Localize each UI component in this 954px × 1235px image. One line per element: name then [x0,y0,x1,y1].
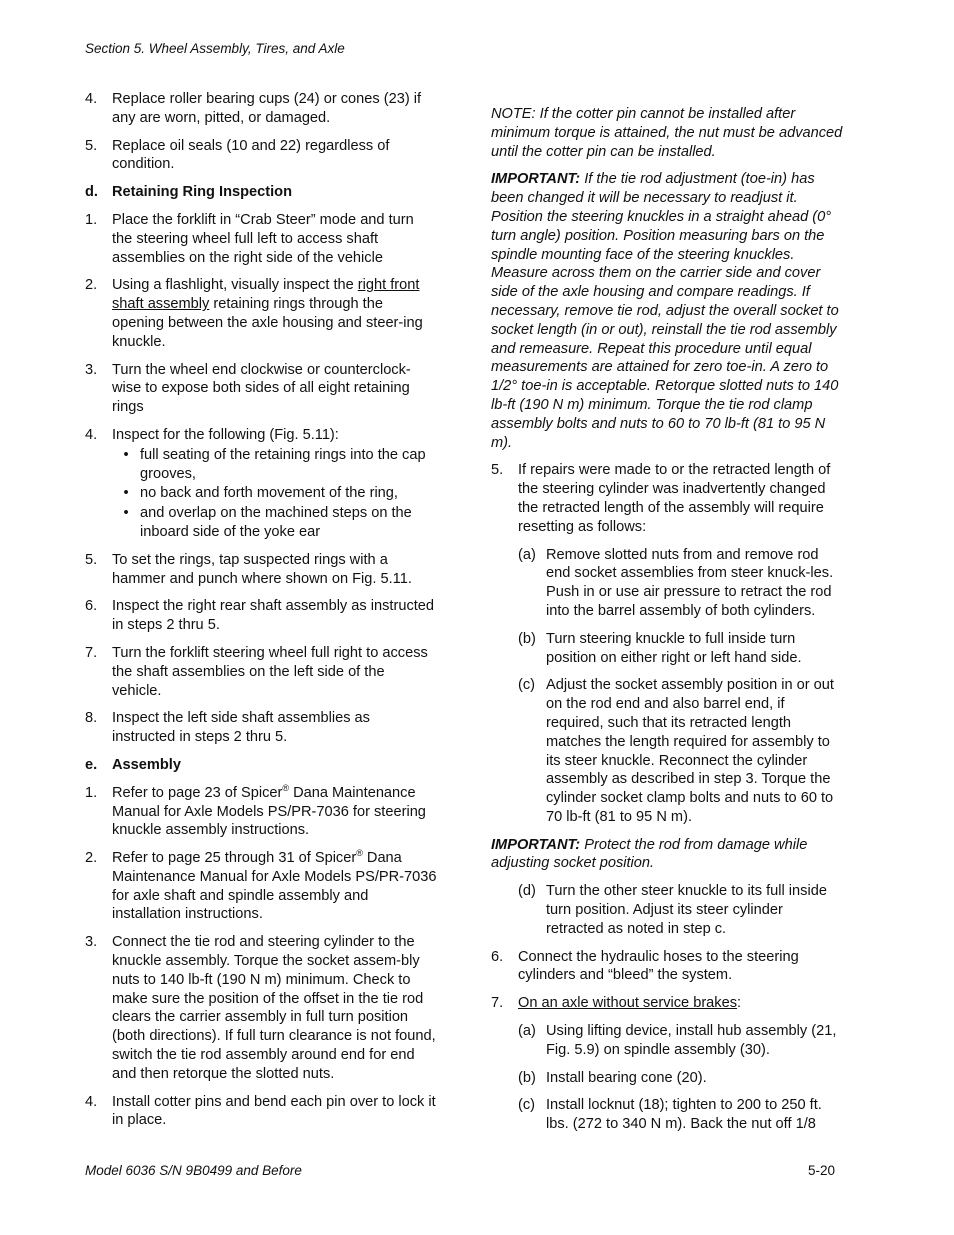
important-note: IMPORTANT: Protect the rod from damage while adjusting socket position. [491,836,808,872]
list-item: 5. Replace oil seals (10 and 22) regardless of condition. [85,137,390,173]
important-note: IMPORTANT: If the tie rod adjustment (toe-in) has been changed it will be necessary to readjust it. Position the steering knuckles in a straight ahead (0° turn angle) position. Position measuring bars on the spindle mounting face of the steering knuckles. Measure across them on the carrier side and cover side of the axle housing and compare readings. If necessary, remove tie rod, adjust the overall socket to socket length (in or out), reinstall the tie rod assembly and remeasure. Repeat this procedure until equal measurements are attained for zero toe-in. A zero to 1/2° toe-in is acceptable. Retorque slotted nuts to 140 lb-ft (190 N m) minimum. Torque the tie rod clamp assembly bolts and nuts to 60 to 70 lb-ft (81 to 95 N m). [491,171,839,451]
sub-item: (a) Using lifting device, install hub assembly (21, Fig. 5.9) on spindle assembly (30). [518,1023,837,1058]
sub-item: (b) Turn steering knuckle to full inside turn position on either right or left hand side. [518,630,802,666]
sub-item: (b) Install bearing cone (20). [518,1069,707,1086]
bullet-item: • and overlap on the machined steps on the inboard side of the yoke ear [123,505,412,540]
section-heading-d: d. Retaining Ring Inspection [85,184,292,201]
list-item: 8. Inspect the left side shaft assemblies as instructed in steps 2 thru 5. [85,710,370,746]
right-column [491,105,843,1143]
bullet-item: • full seating of the retaining rings into the cap grooves, [123,446,426,482]
bullet-item: • no back and forth movement of the ring, [123,485,398,502]
list-item: 4. Replace roller bearing cups (24) or cones (23) if any are worn, pitted, or damaged. [85,91,422,126]
list-item: 3. Connect the tie rod and steering cylinder to the knuckle assembly. Torque the socket assem-bly nuts to 140 lb-ft (190 N m) minimum. Check to make sure the position of the offset in the tie rod clears the carrier assembly in full turn position (both directions). If full turn clearance is not found, switch the tie rod assembly around end for end and then retorque the slotted nuts. [85,934,436,1082]
list-item: 4. Inspect for the following (Fig. 5.11): • full seating of the retaining rings into the cap grooves, • no back and forth movement of the ring, • and overlap on the machined steps on the inboard side of the yoke ear [85,426,437,542]
page-number: 5-20 [808,1163,836,1178]
sub-item: (d) Turn the other steer knuckle to its full inside turn position. Adjust its steer cylinder retracted as noted in step c. [518,883,827,937]
list-item: 3. Turn the wheel end clockwise or counterclock-wise to expose both sides of all eight retaining rings [85,361,411,416]
left-column [85,90,437,1139]
list-item: 2. Using a flashlight, visually inspect the right front shaft assembly retaining rings through the opening between the axle housing and steer-ing knuckle. [85,277,423,350]
sub-item: (c) Adjust the socket assembly position in or out on the rod end and also barrel end, if required, such that its retracted length matches the length required for assembly to its steer knuckle. Reconnect the cylinder assembly as described in step 3. Torque the cylinder socket clamp bolts and nuts to 60 to 70 lb-ft (81 to 95 N m). [518,677,834,825]
page-header: Section 5. Wheel Assembly, Tires, and Axle [85,41,345,56]
list-item: 7. Turn the forklift steering wheel full right to access the shaft assemblies on the left side of the vehicle. [85,644,428,699]
section-heading-e: e. Assembly [85,756,181,773]
list-item: 6. Connect the hydraulic hoses to the steering cylinders and “bleed” the system. [491,948,799,984]
list-item: 2. Refer to page 25 through 31 of Spicer® Dana Maintenance Manual for Axle Models PS/PR-7036 for axle shaft and spindle assembly and installation instructions. [85,848,437,923]
list-item: 5. If repairs were made to or the retracted length of the steering cylinder was inadvertently changed the retracted length of the assembly will require resetting as follows: [491,462,831,535]
list-item: 1. Refer to page 23 of Spicer® Dana Maintenance Manual for Axle Models PS/PR-7036 for steering knuckle assembly instructions. [85,782,426,839]
list-item: 7. On an axle without service brakes: [491,995,742,1012]
sub-item: (a) Remove slotted nuts from and remove rod end socket assemblies from steer knuck-les. Push in or use air pressure to retract the rod into the barrel assembly of both cylinders. [518,546,834,619]
list-item: 4. Install cotter pins and bend each pin over to lock it in place. [85,1093,436,1129]
footer-model: Model 6036 S/N 9B0499 and Before [85,1163,302,1178]
list-item: 6. Inspect the right rear shaft assembly as instructed in steps 2 thru 5. [85,598,435,634]
note: NOTE: If the cotter pin cannot be installed after minimum torque is attained, the nut must be advanced until the cotter pin can be installed. [491,106,843,160]
list-item: 5. To set the rings, tap suspected rings with a hammer and punch where shown on Fig. 5.11. [85,551,412,587]
list-item: 1. Place the forklift in “Crab Steer” mode and turn the steering wheel full left to access shaft assemblies on the right side of the vehicle [85,211,414,266]
sub-item: (c) Install locknut (18); tighten to 200 to 250 ft. lbs. (272 to 340 N m). Back the nut off 1/8 [518,1097,822,1133]
